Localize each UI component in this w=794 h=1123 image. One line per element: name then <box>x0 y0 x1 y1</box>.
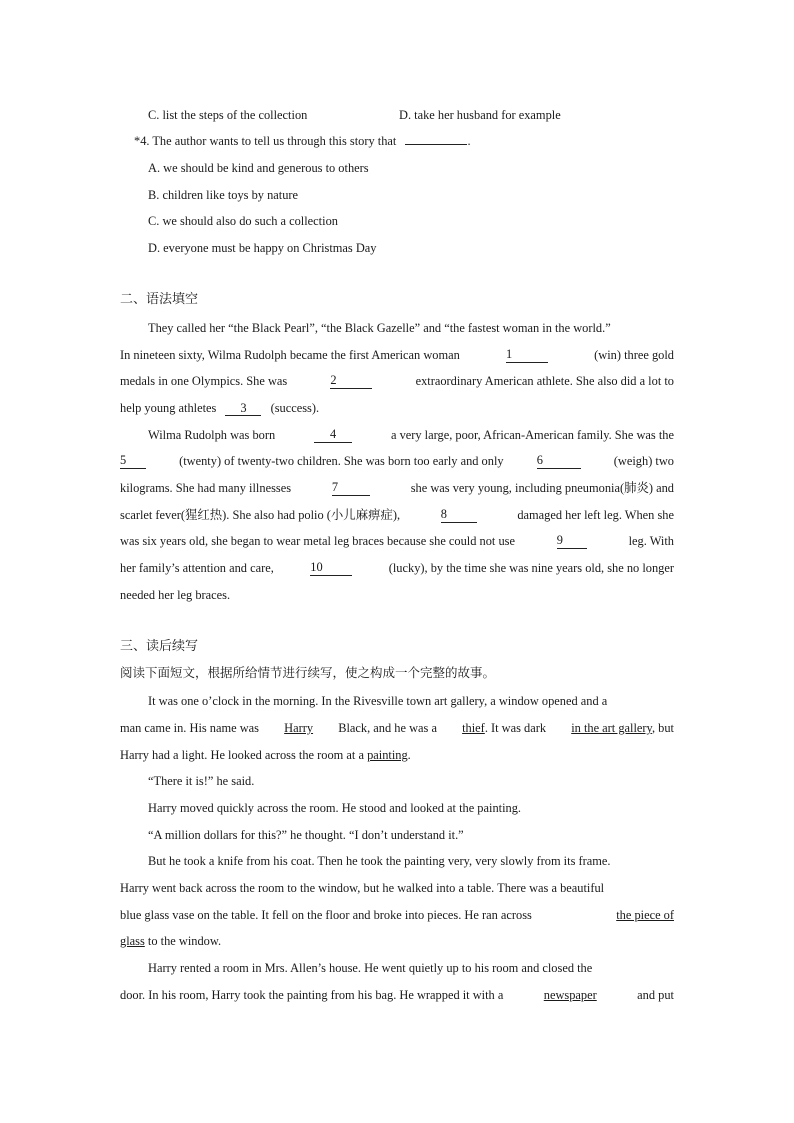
story-line2 <box>120 720 674 736</box>
continuation-heading: 三、读后续写 <box>120 639 199 654</box>
option-4a: A. we should be kind and generous to others <box>148 161 369 175</box>
text: It was one o’clock in the morning. In the Rivesville town art gallery, a window opened and a <box>148 694 608 708</box>
underlined-word: painting <box>367 748 408 762</box>
text: man came in. His name was <box>120 721 260 735</box>
blank-2[interactable]: 2 <box>330 373 372 389</box>
grammar-heading: 二、语法填空 <box>120 292 199 307</box>
text: . <box>407 748 411 762</box>
text: In nineteen sixty, Wilma Rudolph became the first American woman <box>120 348 460 362</box>
option-3c: C. list the steps of the collection <box>148 108 308 122</box>
grammar-p1-line4 <box>120 400 319 416</box>
text: help young athletes <box>120 401 217 415</box>
underlined-word: the piece of <box>616 908 674 922</box>
story-line4: “There it is!” he said. <box>148 774 255 788</box>
text: scarlet fever(猩红热). She also had polio (小儿麻痹症), <box>120 508 401 522</box>
text: But he took a knife from his coat. Then he took the painting very, very slowly from its frame. <box>148 854 611 868</box>
grammar-p1-line2 <box>120 347 674 363</box>
underlined-word: newspaper <box>543 988 597 1002</box>
blank-8[interactable]: 8 <box>441 507 477 523</box>
story-line5: Harry moved quickly across the room. He stood and looked at the painting. <box>148 801 522 815</box>
blank-7[interactable]: 7 <box>332 480 370 496</box>
text: extraordinary American athlete. She also did a lot to <box>415 374 674 388</box>
text: to the window. <box>147 934 222 948</box>
story-line1 <box>148 693 674 709</box>
text: and put <box>637 988 674 1002</box>
text: she was very young, including pneumonia(肺炎) and <box>410 481 674 495</box>
text: (weigh) two <box>613 454 674 468</box>
text: blue glass vase on the table. It fell on the floor and broke into pieces. He ran across <box>120 908 532 922</box>
text: a very large, poor, African-American family. She was the <box>390 428 674 442</box>
grammar-p2-line6 <box>120 560 674 576</box>
text: Harry rented a room in Mrs. Allen’s house. He went quietly up to his room and closed the <box>148 961 593 975</box>
text: Wilma Rudolph was born <box>148 428 276 442</box>
blank-4[interactable]: 4 <box>314 427 352 443</box>
story-line11 <box>148 960 674 976</box>
text: Black, and he was a <box>338 721 437 735</box>
underlined-word: Harry <box>284 721 314 735</box>
grammar-p2-line2 <box>120 453 674 469</box>
underlined-word: glass <box>120 934 145 948</box>
story-line12 <box>120 987 674 1003</box>
blank-1[interactable]: 1 <box>506 347 548 363</box>
text: Harry went back across the room to the window, but he walked into a table. There was a beautiful <box>120 881 605 895</box>
grammar-p2-line4 <box>120 507 674 523</box>
text: her family’s attention and care, <box>120 561 274 575</box>
option-3d: D. take her husband for example <box>399 108 561 122</box>
grammar-p2-line7: needed her leg braces. <box>120 588 231 602</box>
text: (success). <box>270 401 320 415</box>
text: medals in one Olympics. She was <box>120 374 288 388</box>
story-line8 <box>120 880 674 896</box>
text: door. In his room, Harry took the painting from his bag. He wrapped it with a <box>120 988 504 1002</box>
question-4-end: . <box>467 134 471 148</box>
grammar-p1-line1 <box>148 320 674 336</box>
text: was six years old, she began to wear metal leg braces because she could not use <box>120 534 515 548</box>
text: (twenty) of twenty-two children. She was born too early and only <box>179 454 504 468</box>
text: kilograms. She had many illnesses <box>120 481 292 495</box>
text: (lucky), by the time she was nine years old, she no longer <box>388 561 674 575</box>
blank-10[interactable]: 10 <box>310 560 352 576</box>
text: damaged her left leg. When she <box>517 508 674 522</box>
text: . It was dark <box>484 721 547 735</box>
blank-5[interactable]: 5 <box>120 453 146 469</box>
story-line6: “A million dollars for this?” he thought. “I don’t understand it.” <box>148 828 464 842</box>
grammar-p2-line1 <box>148 427 674 443</box>
blank-9[interactable]: 9 <box>557 533 587 549</box>
question-4 <box>134 133 471 149</box>
story-line7 <box>148 853 674 869</box>
grammar-p2-line3 <box>120 480 674 496</box>
story-line9 <box>120 907 674 923</box>
text: They called her “the Black Pearl”, “the Black Gazelle” and “the fastest woman in the world.” <box>148 321 611 335</box>
text: , but <box>651 721 674 735</box>
text: Harry had a light. He looked across the room at a <box>120 748 364 762</box>
blank-3[interactable]: 3 <box>225 401 261 416</box>
blank-6[interactable]: 6 <box>537 453 581 469</box>
text: (win) three gold <box>594 348 674 362</box>
story-line10 <box>120 933 221 949</box>
grammar-p2-line5 <box>120 533 674 549</box>
underlined-word: thief <box>462 721 485 735</box>
text: leg. With <box>628 534 674 548</box>
option-4c: C. we should also do such a collection <box>148 214 338 228</box>
grammar-p1-line3 <box>120 373 674 389</box>
option-4d: D. everyone must be happy on Christmas Day <box>148 241 377 255</box>
option-4b: B. children like toys by nature <box>148 188 299 202</box>
question-4-stem: *4. The author wants to tell us through this story that <box>134 134 397 148</box>
story-line3 <box>120 747 411 763</box>
answer-blank-q4[interactable] <box>405 144 467 145</box>
underlined-word: in the art gallery <box>571 721 652 735</box>
continuation-instruction: 阅读下面短文，根据所给情节进行续写，使之构成一个完整的故事。 <box>120 665 496 680</box>
